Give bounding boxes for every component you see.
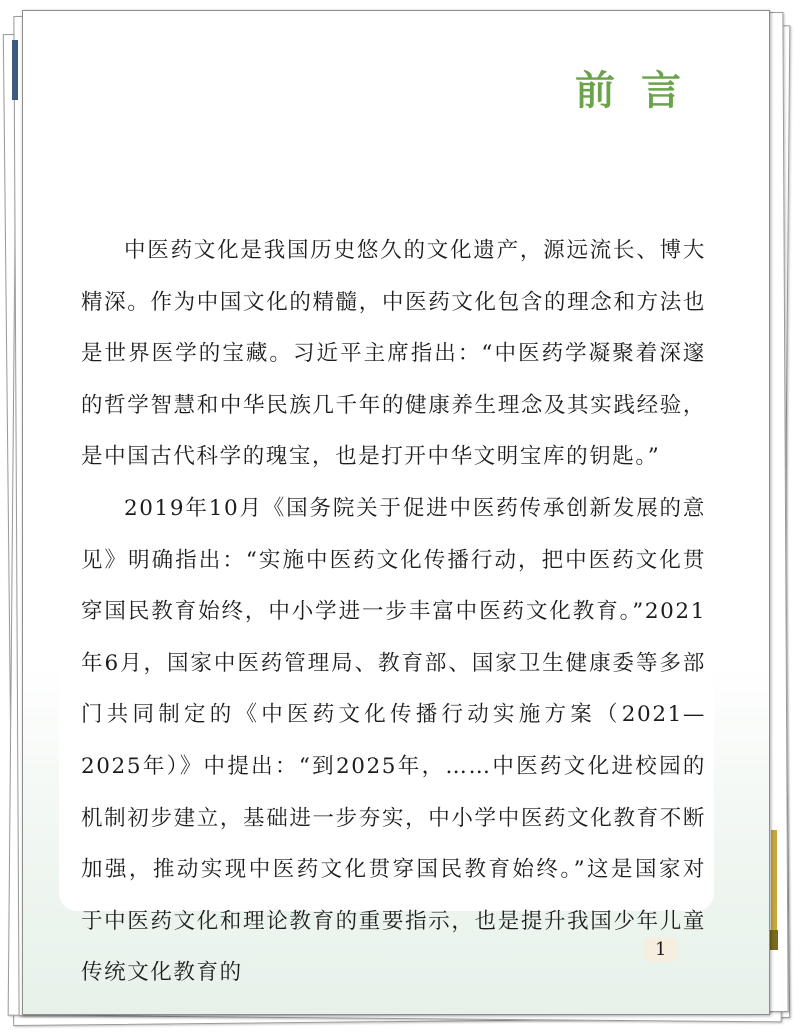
page-edge-accent (12, 40, 18, 100)
page-heading: 前言 (575, 68, 707, 114)
page-number: 1 (643, 937, 678, 962)
body-text (81, 225, 706, 999)
paragraph: 2019年10月《国务院关于促进中医药传承创新发展的意见》明确指出：“实施中医药文化传播行动，把中医药文化贯穿国民教育始终，中小学进一步丰富中医药文化教育。”2021年6月，国家中医药管理局、教育部、国家卫生健康委等多部门共同制定的《中医药文化传播行动实施方案（2021—2025年）》中提出：“到2025年，……中医药文化进校园的机制初步建立，基础进一步夯实，中小学中医药文化教育不断加强，推动实现中医药文化贯穿国民教育始终。”这是国家对于中医药文化和理论教育的重要指示，也是提升我国少年儿童传统文化教育的 (81, 495, 706, 986)
paragraph: 中医药文化是我国历史悠久的文化遗产，源远流长、博大精深。作为中国文化的精髓，中医药文化包含的理念和方法也是世界医学的宝藏。习近平主席指出：“中医药学凝聚着深邃的哲学智慧和中华民族几千年的健康养生理念及其实践经验，是中国古代科学的瑰宝，也是打开中华文明宝库的钥匙。” (81, 238, 706, 470)
page-edge-accent (771, 830, 777, 940)
book-page (22, 10, 770, 1015)
